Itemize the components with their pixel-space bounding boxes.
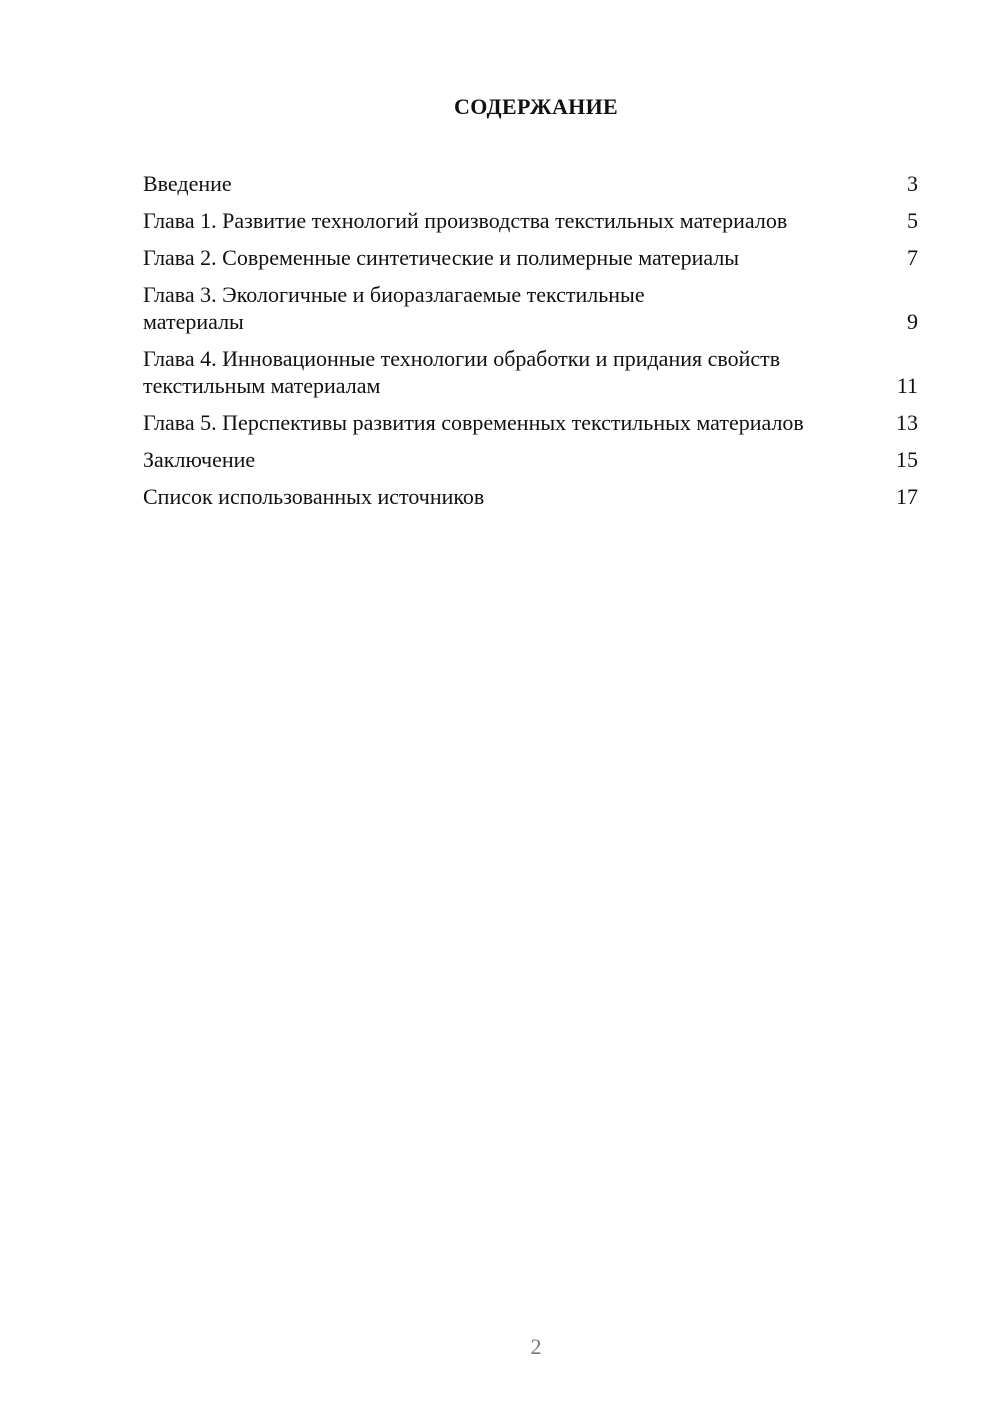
toc-entry-page: 11 — [896, 373, 918, 398]
toc-entry-title: Заключение — [143, 447, 256, 472]
toc-entry-title: Введение — [143, 171, 232, 196]
toc-entry-page: 5 — [907, 208, 918, 233]
toc-entry-page: 9 — [907, 309, 918, 334]
toc-entry-title: Глава 3. Экологичные и биоразлагаемые текстильные материалы — [143, 282, 645, 334]
toc-entry-conclusion[interactable] — [143, 446, 918, 473]
toc-entry-page: 17 — [896, 484, 918, 509]
toc-entry-title: Глава 2. Современные синтетические и полимерные материалы — [143, 245, 740, 270]
toc-entry-title: Глава 5. Перспективы развития современных текстильных материалов — [143, 410, 804, 435]
toc-entry-page: 15 — [896, 447, 918, 472]
page-number: 2 — [530, 1334, 542, 1359]
toc-entry-page: 13 — [896, 410, 918, 435]
toc-entry-chapter-1[interactable] — [143, 207, 918, 234]
toc-entry-page: 3 — [907, 171, 918, 196]
toc-entry-title: Глава 4. Инновационные технологии обработки и придания свойств текстильным материалам — [143, 346, 781, 398]
toc-entry-chapter-2[interactable] — [143, 244, 918, 271]
table-of-contents — [143, 170, 918, 520]
toc-entry-chapter-5[interactable] — [143, 409, 918, 436]
toc-entry-references[interactable] — [143, 483, 918, 510]
toc-entry-title: Глава 1. Развитие технологий производства текстильных материалов — [143, 208, 788, 233]
page-title: СОДЕРЖАНИЕ — [454, 94, 618, 119]
toc-entry-title: Список использованных источников — [143, 484, 485, 509]
toc-entry-chapter-3[interactable] — [143, 281, 918, 335]
toc-entry-introduction[interactable] — [143, 170, 918, 197]
toc-entry-page: 7 — [907, 245, 918, 270]
toc-entry-chapter-4[interactable] — [143, 345, 918, 399]
